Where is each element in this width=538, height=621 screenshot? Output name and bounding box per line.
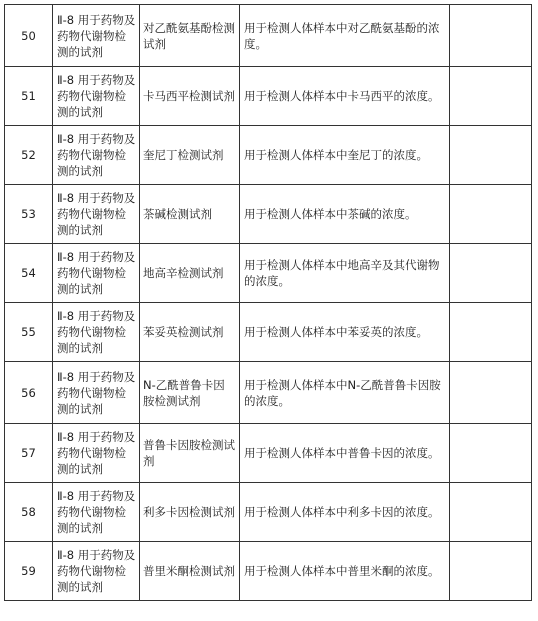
row-reagent-name: 利多卡因检测试剂 — [140, 483, 240, 542]
row-extra-cell — [450, 303, 532, 362]
row-category: Ⅱ-8 用于药物及药物代谢物检测的试剂 — [53, 303, 140, 362]
row-reagent-name: 对乙酰氨基酚检测试剂 — [140, 5, 240, 67]
row-extra-cell — [450, 483, 532, 542]
row-intended-use: 用于检测人体样本中普鲁卡因的浓度。 — [240, 424, 450, 483]
row-category: Ⅱ-8 用于药物及药物代谢物检测的试剂 — [53, 67, 140, 126]
row-intended-use: 用于检测人体样本中茶碱的浓度。 — [240, 185, 450, 244]
row-number: 57 — [5, 424, 53, 483]
row-category: Ⅱ-8 用于药物及药物代谢物检测的试剂 — [53, 542, 140, 601]
row-extra-cell — [450, 542, 532, 601]
row-intended-use: 用于检测人体样本中苯妥英的浓度。 — [240, 303, 450, 362]
row-extra-cell — [450, 5, 532, 67]
row-category: Ⅱ-8 用于药物及药物代谢物检测的试剂 — [53, 185, 140, 244]
reagent-table-page — [4, 4, 532, 601]
row-extra-cell — [450, 362, 532, 424]
row-category: Ⅱ-8 用于药物及药物代谢物检测的试剂 — [53, 424, 140, 483]
row-extra-cell — [450, 185, 532, 244]
row-intended-use: 用于检测人体样本中利多卡因的浓度。 — [240, 483, 450, 542]
table-row — [5, 424, 532, 483]
row-extra-cell — [450, 424, 532, 483]
table-row — [5, 185, 532, 244]
row-intended-use: 用于检测人体样本中卡马西平的浓度。 — [240, 67, 450, 126]
row-category: Ⅱ-8 用于药物及药物代谢物检测的试剂 — [53, 483, 140, 542]
row-number: 58 — [5, 483, 53, 542]
table-row — [5, 542, 532, 601]
row-reagent-name: 奎尼丁检测试剂 — [140, 126, 240, 185]
row-extra-cell — [450, 67, 532, 126]
row-category: Ⅱ-8 用于药物及药物代谢物检测的试剂 — [53, 362, 140, 424]
row-reagent-name: 普里米酮检测试剂 — [140, 542, 240, 601]
reagent-table — [4, 4, 532, 601]
table-row — [5, 67, 532, 126]
table-row — [5, 244, 532, 303]
table-row — [5, 303, 532, 362]
row-extra-cell — [450, 244, 532, 303]
row-intended-use: 用于检测人体样本中对乙酰氨基酚的浓度。 — [240, 5, 450, 67]
row-number: 51 — [5, 67, 53, 126]
row-category: Ⅱ-8 用于药物及药物代谢物检测的试剂 — [53, 126, 140, 185]
row-number: 54 — [5, 244, 53, 303]
table-row — [5, 5, 532, 67]
row-reagent-name: N-乙酰普鲁卡因胺检测试剂 — [140, 362, 240, 424]
row-number: 50 — [5, 5, 53, 67]
table-row — [5, 483, 532, 542]
row-intended-use: 用于检测人体样本中地高辛及其代谢物的浓度。 — [240, 244, 450, 303]
row-extra-cell — [450, 126, 532, 185]
table-row — [5, 362, 532, 424]
row-number: 55 — [5, 303, 53, 362]
table-row — [5, 126, 532, 185]
row-reagent-name: 卡马西平检测试剂 — [140, 67, 240, 126]
row-category: Ⅱ-8 用于药物及药物代谢物检测的试剂 — [53, 5, 140, 67]
row-category: Ⅱ-8 用于药物及药物代谢物检测的试剂 — [53, 244, 140, 303]
row-intended-use: 用于检测人体样本中普里米酮的浓度。 — [240, 542, 450, 601]
row-number: 56 — [5, 362, 53, 424]
row-number: 53 — [5, 185, 53, 244]
row-reagent-name: 地高辛检测试剂 — [140, 244, 240, 303]
row-reagent-name: 普鲁卡因胺检测试剂 — [140, 424, 240, 483]
row-number: 59 — [5, 542, 53, 601]
row-number: 52 — [5, 126, 53, 185]
row-reagent-name: 茶碱检测试剂 — [140, 185, 240, 244]
reagent-table-body — [5, 5, 532, 601]
row-intended-use: 用于检测人体样本中N-乙酰普鲁卡因胺的浓度。 — [240, 362, 450, 424]
row-reagent-name: 苯妥英检测试剂 — [140, 303, 240, 362]
row-intended-use: 用于检测人体样本中奎尼丁的浓度。 — [240, 126, 450, 185]
